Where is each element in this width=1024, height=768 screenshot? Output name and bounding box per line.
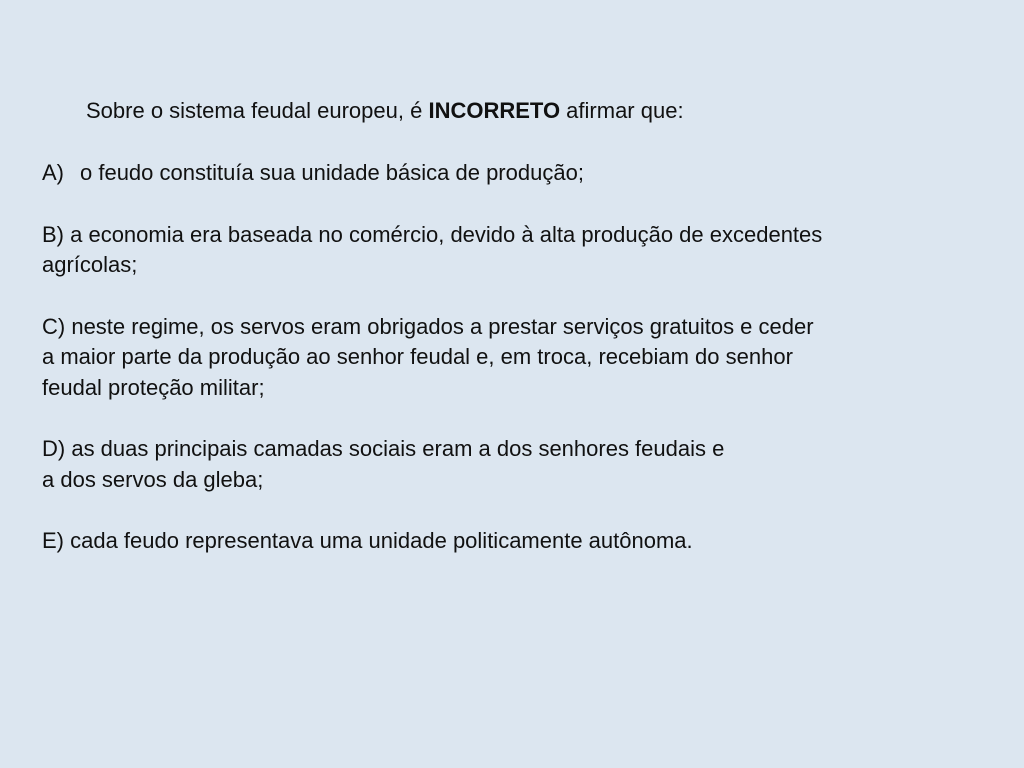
option-c-text-1: neste regime, os servos eram obrigados a prestar serviços gratuitos e ceder	[65, 313, 814, 339]
option-d-line-1	[42, 434, 982, 465]
option-a-letter: A)	[42, 160, 64, 185]
option-a-text: o feudo constituía sua unidade básica de produção;	[80, 160, 584, 185]
option-b	[42, 220, 982, 281]
option-e-text-1: cada feudo representava uma unidade politicamente autônoma.	[64, 528, 693, 553]
option-b-text-1: a economia era baseada no comércio, devido à alta produção de excedentes	[64, 221, 823, 247]
option-d-text-1: as duas principais camadas sociais eram a dos senhores feudais e	[65, 436, 725, 461]
option-c-line-2: a maior parte da produção ao senhor feudal e, em troca, recebiam do senhor	[42, 344, 793, 369]
option-b-line-2: agrícolas;	[42, 252, 138, 277]
question-emphasis: INCORRETO	[428, 98, 561, 123]
question-stem	[86, 96, 684, 126]
answer-options	[42, 158, 982, 588]
option-c-line-1	[42, 312, 982, 343]
option-a	[42, 158, 982, 189]
option-c-line-3: feudal proteção militar;	[42, 374, 265, 400]
option-c	[42, 312, 982, 404]
option-e-letter: E)	[42, 528, 64, 553]
question-suffix: afirmar que:	[560, 98, 684, 123]
option-e	[42, 526, 982, 557]
option-b-letter: B)	[42, 221, 64, 247]
option-a-line-1	[42, 158, 982, 189]
option-d-letter: D)	[42, 436, 66, 461]
option-d-line-2: a dos servos da gleba;	[42, 466, 264, 492]
question-prefix: Sobre o sistema feudal europeu, é	[86, 98, 429, 123]
option-d	[42, 434, 982, 495]
option-c-letter: C)	[42, 313, 66, 339]
option-e-line-1	[42, 526, 982, 557]
option-b-line-1	[42, 220, 982, 251]
